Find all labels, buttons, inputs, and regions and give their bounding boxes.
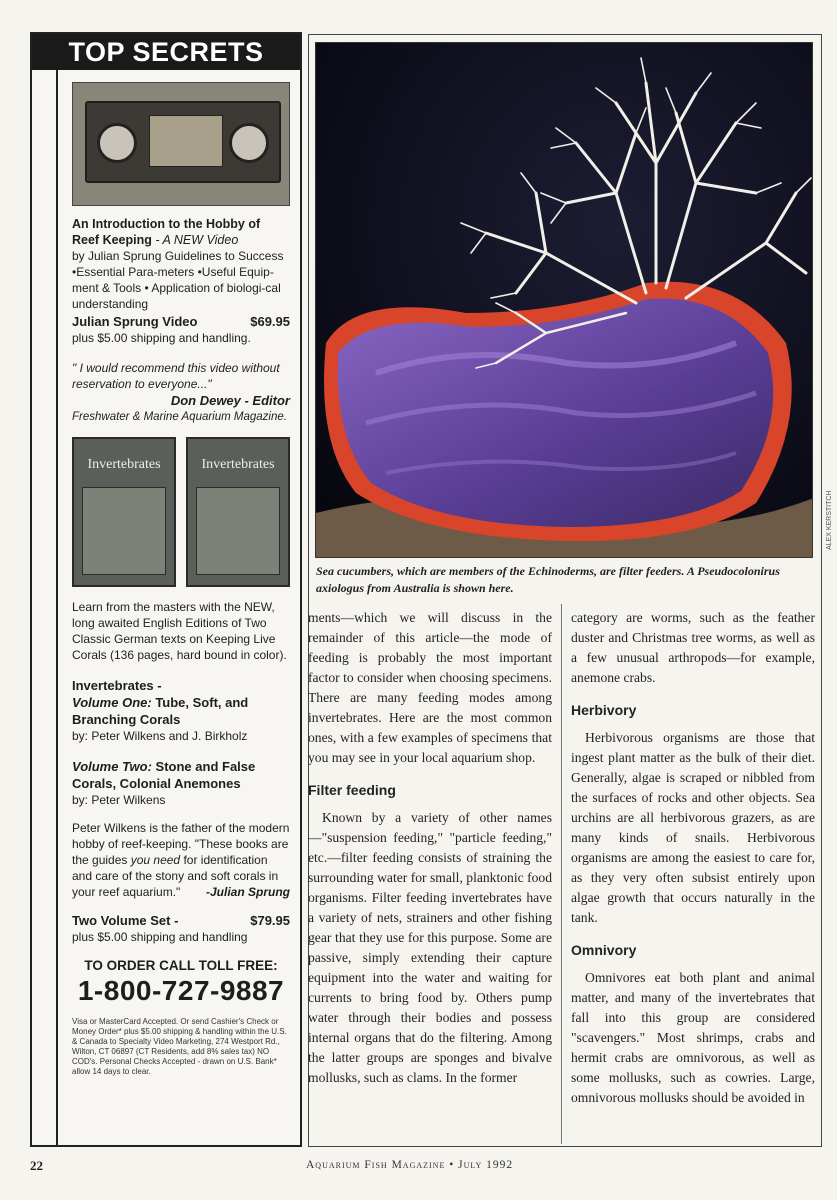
heading-filter-feeding: Filter feeding (308, 782, 396, 798)
order-fine-print: Visa or MasterCard Accepted. Or send Cashier's Check or Money Order* plus $5.00 shipping & handling within the U.S. & Canada to Specialty Video Marketing, 274 Westport Rd., Wilton, CT 06897 (CT Residents, add 8% sales tax) NO COD's. Personal Checks Accepted - drawn on U.S. Bank* allow 14 days to clear. (72, 1017, 287, 1076)
video-subtitle: - A NEW Video (155, 233, 239, 247)
set-price-row (72, 912, 290, 929)
ad-banner: TOP SECRETS (32, 34, 300, 70)
books-intro: Learn from the masters with the NEW, long awaited English Editions of Two Classic German texts on Keeping Live Corals (136 pages, hard bound in color). (72, 600, 287, 662)
article-paragraph: Omnivores eat both plant and animal matter, and many of the invertebrates that fall into this group are considered "scavengers." Most shrimps, crabs and hermit crabs are omnivorous, as well as some mollusks, such as cowries. Large, omnivorous mollusks should be avoided in (571, 970, 815, 1105)
book-cover-title: Invertebrates (201, 457, 275, 472)
volume-two-title: Volume Two: Stone and False Corals, Colonial Anemones (72, 759, 256, 791)
video-price: $69.95 (250, 314, 290, 329)
order-call-heading: TO ORDER CALL TOLL FREE: (84, 958, 278, 973)
video-title: An Introduction to the Hobby of Reef Keeping - A NEW Video (72, 217, 261, 247)
running-head: Aquarium Fish Magazine • July 1992 (306, 1159, 514, 1171)
coral-photo (196, 487, 280, 575)
volume-one-authors: by: Peter Wilkens and J. Birkholz (72, 729, 248, 743)
quote-author: Don Dewey - Editor (170, 393, 290, 408)
article-paragraph: Known by a variety of other names—"suspension feeding," "particle feeding," etc.—filter feeding consists of straining the surrounding water for small, planktonic food organisms. Filter feeding invertebrates have a variety of nets, strainers and other fishing gear that they use for this purpose. Some are passive, simply extending their capture equipment into the water and waiting for currents to bring food by. Others pump water through their bodies and possess internal organs that do the filtering. Among the latter groups are sponges and bivalve mollusks, such as clams. In the former (308, 810, 552, 1085)
sea-cucumber-photo (315, 42, 813, 558)
endorsement-quote: " I would recommend this video without reservation to everyone..." (72, 361, 280, 391)
article-paragraph: Herbivorous organisms are those that ingest plant matter as the bulk of their diet. Generally, algae is scraped or nibbled from the surfaces of rocks and other objects. Sea urchins are all herbivorous grazers, as are many kinds of snails. Herbivorous organisms are among the easiest to care for, as they very often subsist entirely upon algae growth that occurs naturally in the tank. (571, 730, 815, 925)
book-cover-volume-two (186, 437, 290, 587)
book-cover-title: Invertebrates (87, 457, 161, 472)
heading-omnivory: Omnivory (571, 942, 637, 958)
volume-one-title: Invertebrates - Volume One: Tube, Soft, and Branching Corals (72, 678, 249, 727)
column-divider (561, 604, 562, 1144)
photo-caption: Sea cucumbers, which are members of the Echinoderms, are filter feeders. A Pseudocolonirus axiologus from Australia is shown here. (316, 564, 780, 595)
set-price: $79.95 (250, 913, 290, 928)
article-column-left (308, 608, 552, 1088)
volume-two-authors: by: Peter Wilkens (72, 793, 166, 807)
video-description: by Julian Sprung Guidelines to Success •Essential Para-meters •Useful Equip-ment & Tools • Application of biologi-cal understanding (72, 249, 284, 311)
book-covers (72, 437, 290, 587)
top-secrets-ad (30, 32, 302, 1147)
caption-species: Pseudocolonirus axiologus (316, 564, 780, 595)
set-label: Two Volume Set - (72, 913, 179, 928)
heading-herbivory: Herbivory (571, 702, 637, 718)
vhs-cassette (85, 101, 281, 183)
books-endorsement: Peter Wilkens is the father of the modern hobby of reef-keeping. "These books are the guides you need for identification and care of the stony and soft corals in your reef aquarium." -Julian Sprung (72, 821, 290, 899)
vhs-tape-image (72, 82, 290, 206)
quote-source: Freshwater & Marine Aquarium Magazine. (72, 411, 287, 423)
video-price-row (72, 313, 290, 330)
photo-credit: ALEX KERSTITCH (826, 490, 833, 550)
order-phone-number: 1-800-727-9887 (77, 975, 285, 1006)
vhs-label (149, 115, 223, 167)
sea-cucumber-illustration (316, 43, 813, 558)
vhs-reel-right (229, 123, 269, 163)
article-paragraph: category are worms, such as the feather duster and Christmas tree worms, as well as a few unusual arthropods—for example, anemone crabs. (571, 610, 815, 685)
coral-photo (82, 487, 166, 575)
article-column-right (571, 608, 815, 1108)
article-paragraph: ments—which we will discuss in the remainder of this article—the mode of feeding is probably the most important factor to consider when choosing specimens. There are many feeding modes among invertebrates. Here are the most common ones, with a few examples of specimens that you may see in your local aquarium shop. (308, 610, 552, 765)
ad-content (56, 70, 300, 1145)
video-shipping: plus $5.00 shipping and handling. (72, 331, 251, 345)
set-shipping: plus $5.00 shipping and handling (72, 930, 248, 944)
video-product-name: Julian Sprung Video (72, 314, 198, 329)
endorsement-author: -Julian Sprung (206, 885, 290, 899)
page-number: 22 (30, 1158, 43, 1173)
book-cover-volume-one (72, 437, 176, 587)
vhs-reel-left (97, 123, 137, 163)
